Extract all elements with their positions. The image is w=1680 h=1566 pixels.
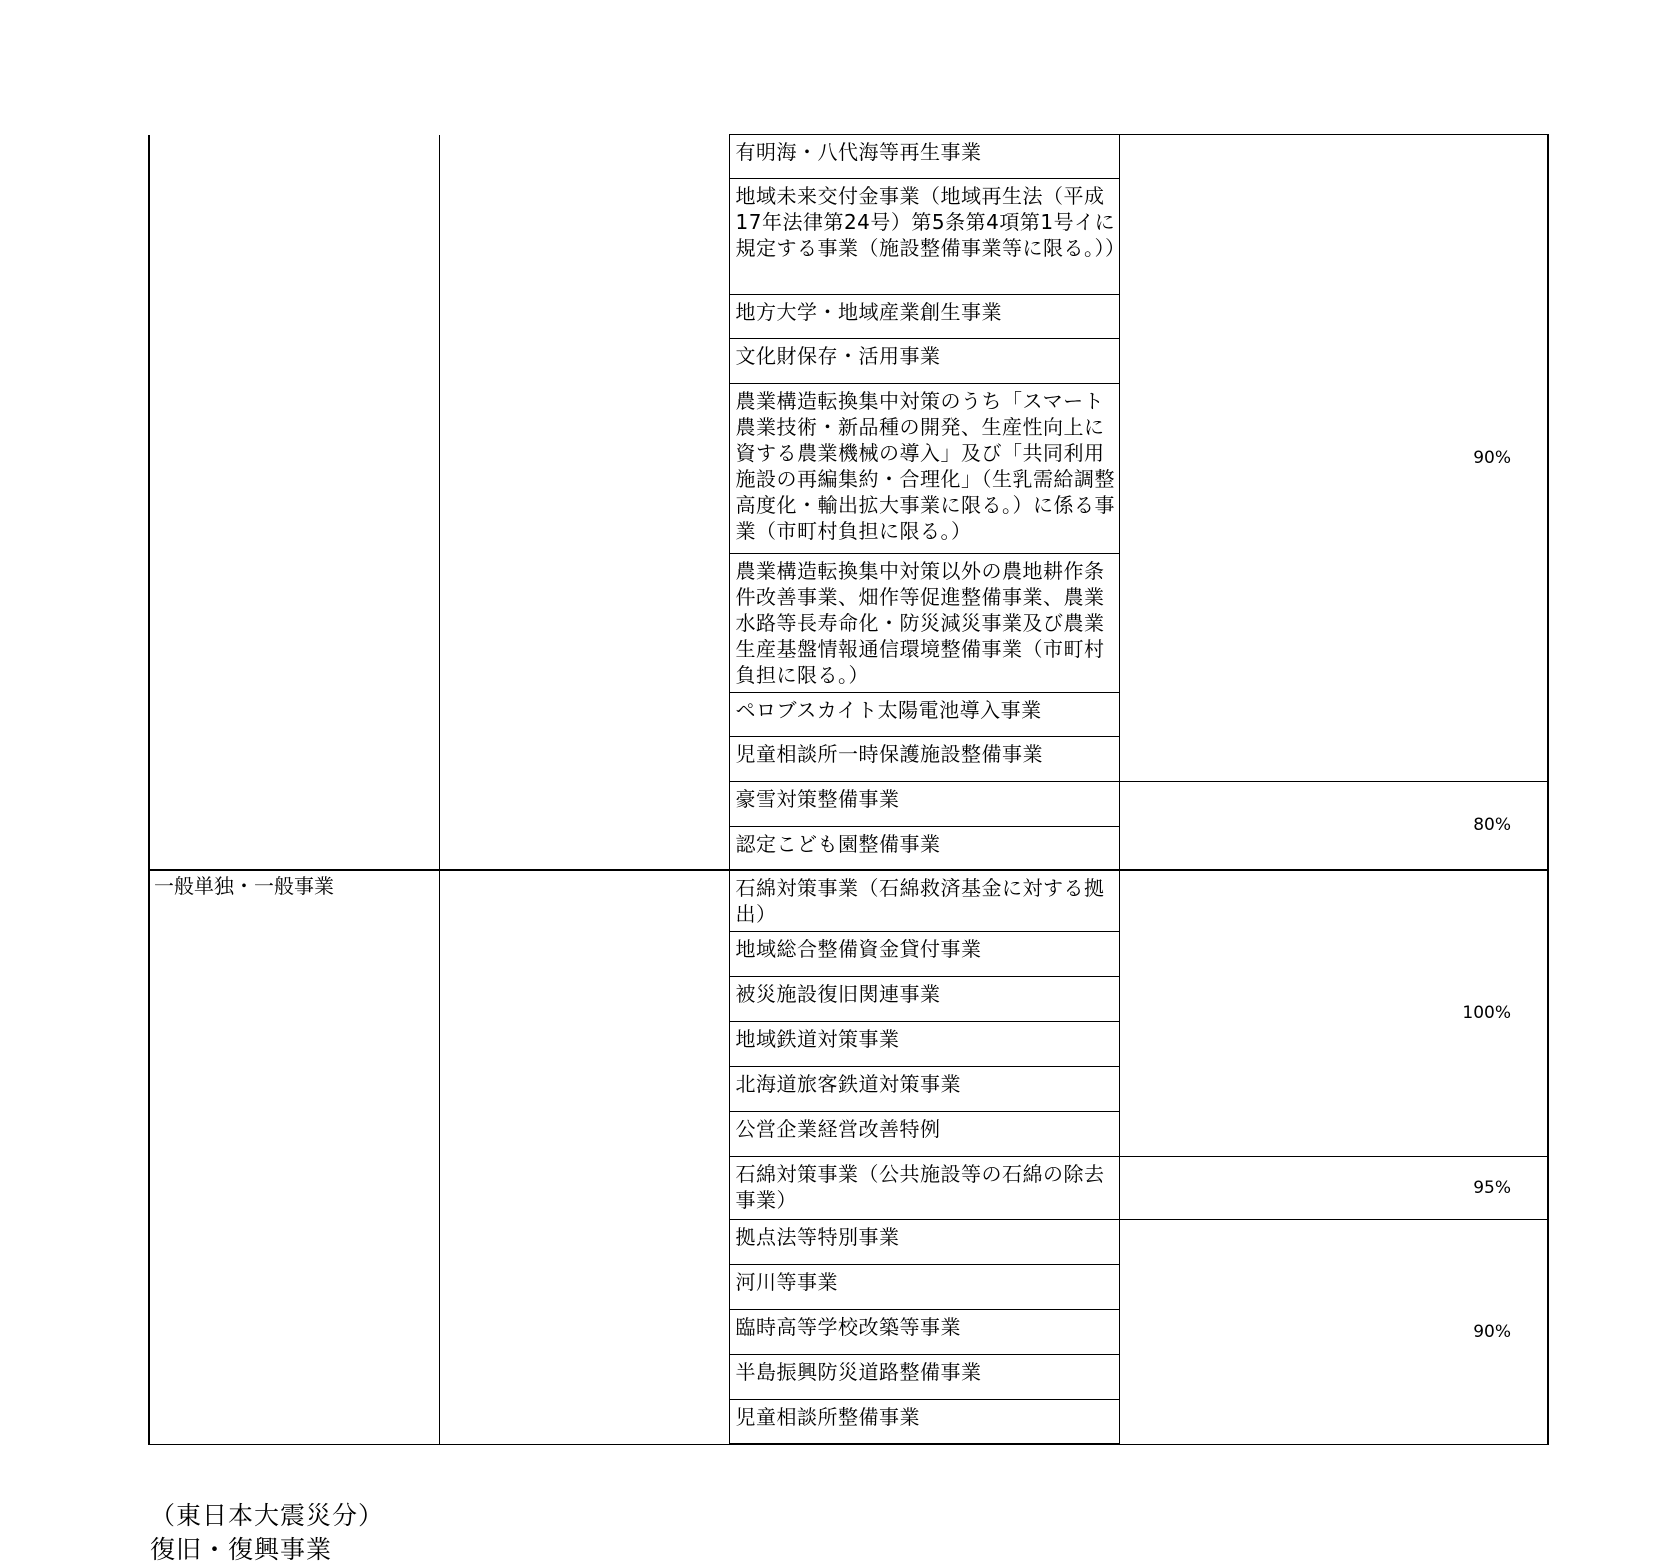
project-cell: 認定こども園整備事業 (729, 827, 1119, 870)
project-cell: ペロブスカイト太陽電池導入事業 (729, 693, 1119, 737)
rate-cell: 100% (1119, 870, 1548, 1157)
project-cell: 児童相談所一時保護施設整備事業 (729, 737, 1119, 782)
category-cell (149, 135, 439, 870)
section-subheading: 復旧・復興事業 (150, 1535, 333, 1564)
project-cell: 公営企業経営改善特例 (729, 1111, 1119, 1156)
section-heading: （東日本大震災分） (150, 1501, 385, 1530)
table-row (149, 870, 1548, 932)
project-cell: 有明海・八代海等再生事業 (729, 135, 1119, 179)
project-cell: 地域総合整備資金貸付事業 (729, 931, 1119, 976)
project-cell: 豪雪対策整備事業 (729, 782, 1119, 827)
subcategory-cell (439, 135, 729, 870)
category-label: 一般単独・一般事業 (154, 873, 334, 898)
project-cell: 石綿対策事業（石綿救済基金に対する拠出） (729, 870, 1119, 932)
project-cell: 臨時高等学校改築等事業 (729, 1309, 1119, 1354)
project-cell: 北海道旅客鉄道対策事業 (729, 1066, 1119, 1111)
project-cell: 拠点法等特別事業 (729, 1219, 1119, 1264)
rate-cell: 95% (1119, 1156, 1548, 1219)
project-cell: 被災施設復旧関連事業 (729, 976, 1119, 1021)
project-cell: 半島振興防災道路整備事業 (729, 1354, 1119, 1399)
project-cell: 児童相談所整備事業 (729, 1399, 1119, 1444)
rate-cell: 90% (1119, 1219, 1548, 1444)
project-cell: 文化財保存・活用事業 (729, 339, 1119, 384)
project-cell: 河川等事業 (729, 1264, 1119, 1309)
project-cell: 石綿対策事業（公共施設等の石綿の除去事業） (729, 1156, 1119, 1219)
table-row (149, 135, 1548, 179)
allocation-table (148, 134, 1549, 1445)
project-cell: 農業構造転換集中対策のうち「スマート農業技術・新品種の開発、生産性向上に資する農業機械の導入」及び「共同利用施設の再編集約・合理化」（生乳需給調整高度化・輸出拡大事業に限る。）に係る事業（市町村負担に限る。） (729, 384, 1119, 554)
rate-cell: 80% (1119, 782, 1548, 870)
category-cell (149, 870, 439, 1445)
project-cell: 地方大学・地域産業創生事業 (729, 295, 1119, 339)
project-cell: 地域鉄道対策事業 (729, 1021, 1119, 1066)
project-cell: 農業構造転換集中対策以外の農地耕作条件改善事業、畑作等促進整備事業、農業水路等長寿命化・防災減災事業及び農業生産基盤情報通信環境整備事業（市町村負担に限る。） (729, 554, 1119, 693)
rate-cell: 90% (1119, 135, 1548, 782)
project-cell: 地域未来交付金事業（地域再生法（平成17年法律第24号）第5条第4項第1号イに規定する事業（施設整備事業等に限る。）） (729, 179, 1119, 295)
subcategory-cell (439, 870, 729, 1445)
